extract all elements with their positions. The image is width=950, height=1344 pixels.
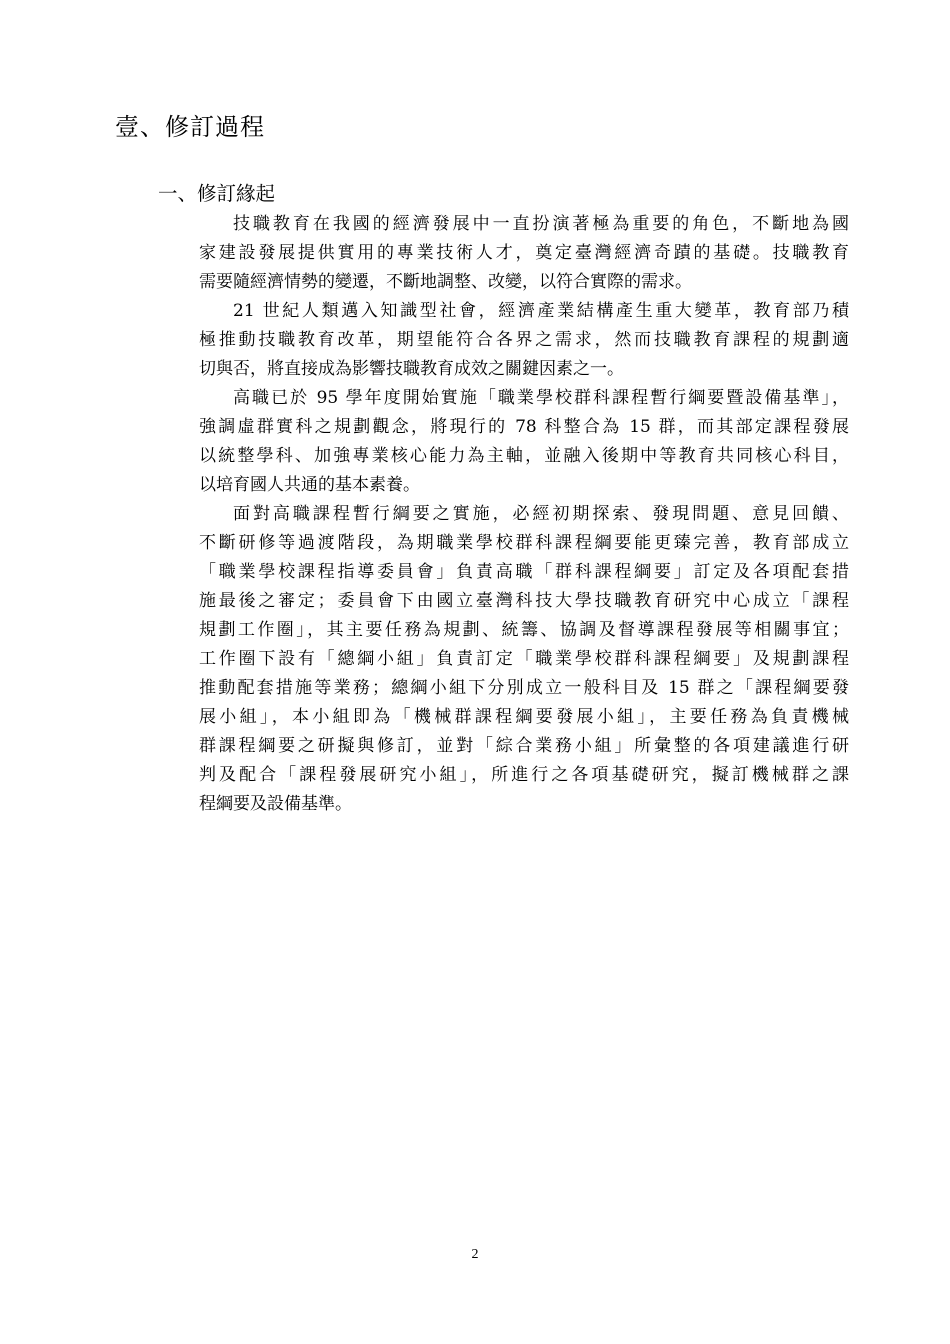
paragraph-line: 「職業學校課程指導委員會」負責高職「群科課程綱要」訂定及各項配套措: [199, 562, 849, 582]
paragraph-line: 程綱要及設備基準。: [199, 794, 352, 814]
paragraph-line: 極推動技職教育改革，期望能符合各界之需求，然而技職教育課程的規劃適: [199, 330, 849, 350]
chapter-title: 壹、修訂過程: [115, 113, 265, 141]
paragraph-line: 技職教育在我國的經濟發展中一直扮演著極為重要的角色，不斷地為國: [233, 214, 849, 234]
paragraph-3: [199, 384, 849, 500]
paragraph-line: 家建設發展提供實用的專業技術人才，奠定臺灣經濟奇蹟的基礎。技職教育: [199, 243, 849, 263]
section-title: 一、修訂緣起: [158, 182, 276, 205]
paragraph-line: 以統整學科、加強專業核心能力為主軸，並融入後期中等教育共同核心科目，: [199, 446, 849, 466]
paragraph-line: 切與否，將直接成為影響技職教育成效之關鍵因素之一。: [199, 359, 624, 379]
paragraph-line: 21 世紀人類邁入知識型社會，經濟產業結構產生重大變革，教育部乃積: [233, 301, 849, 321]
body-text: [199, 210, 849, 819]
paragraph-line: 強調虛群實科之規劃觀念，將現行的 78 科整合為 15 群，而其部定課程發展: [199, 417, 849, 437]
paragraph-line: 推動配套措施等業務；總綱小組下分別成立一般科目及 15 群之「課程綱要發: [199, 678, 849, 698]
paragraph-line: 判及配合「課程發展研究小組」，所進行之各項基礎研究，擬訂機械群之課: [199, 765, 849, 785]
paragraph-line: 不斷研修等過渡階段，為期職業學校群科課程綱要能更臻完善，教育部成立: [199, 533, 849, 553]
paragraph-line: 群課程綱要之研擬與修訂，並對「綜合業務小組」所彙整的各項建議進行研: [199, 736, 849, 756]
paragraph-line: 工作圈下設有「總綱小組」負責訂定「職業學校群科課程綱要」及規劃課程: [199, 649, 849, 669]
paragraph-line: 以培育國人共通的基本素養。: [199, 475, 420, 495]
paragraph-line: 展小組」，本小組即為「機械群課程綱要發展小組」，主要任務為負責機械: [199, 707, 849, 727]
paragraph-1: [199, 210, 849, 297]
page-number: 2: [471, 1247, 479, 1262]
paragraph-line: 面對高職課程暫行綱要之實施，必經初期探索、發現問題、意見回饋、: [233, 504, 849, 524]
paragraph-line: 施最後之審定；委員會下由國立臺灣科技大學技職教育研究中心成立「課程: [199, 591, 849, 611]
paragraph-line: 需要隨經濟情勢的變遷，不斷地調整、改變，以符合實際的需求。: [199, 272, 692, 292]
paragraph-4: [199, 500, 849, 819]
paragraph-2: [199, 297, 849, 384]
paragraph-line: 高職已於 95 學年度開始實施「職業學校群科課程暫行綱要暨設備基準」，: [233, 388, 849, 408]
paragraph-line: 規劃工作圈」，其主要任務為規劃、統籌、協調及督導課程發展等相關事宜；: [199, 620, 849, 640]
